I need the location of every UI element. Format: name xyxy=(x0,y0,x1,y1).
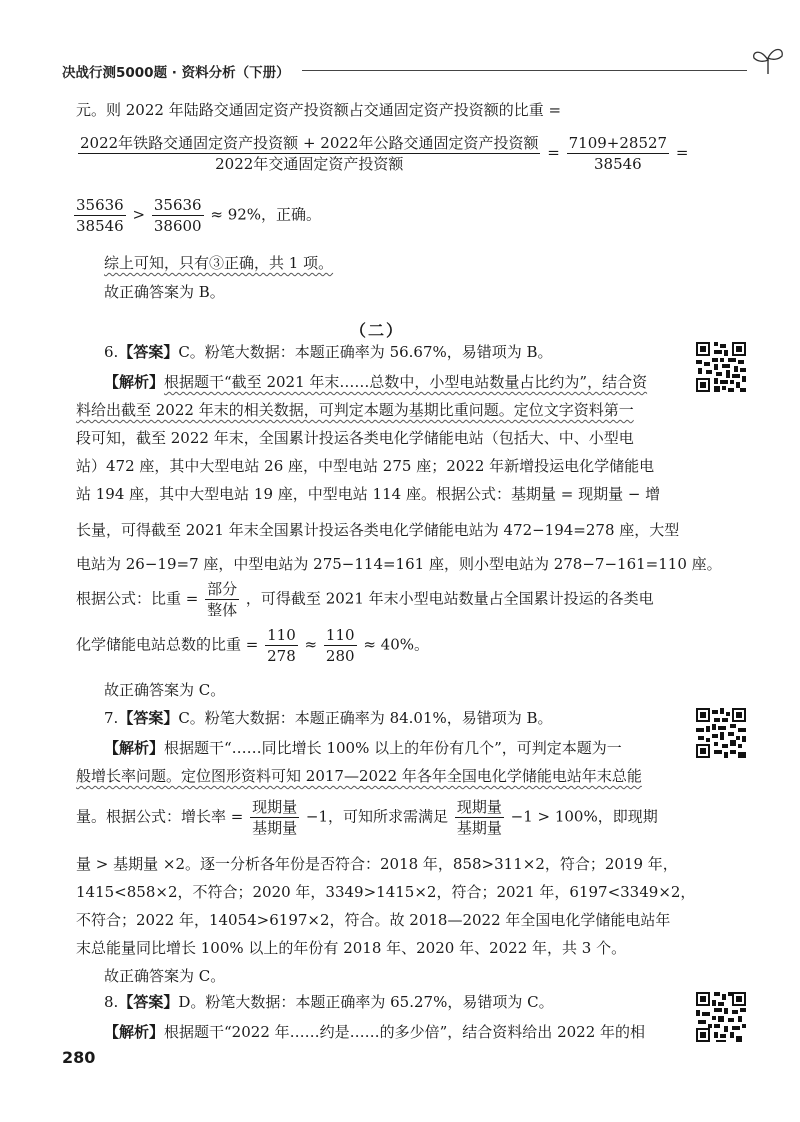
fraction-numerator: 现期量 xyxy=(252,798,298,816)
analysis-line: 般增长率问题。定位图形资料可知 2017—2022 年各年全国电化学储能电站年末总能 xyxy=(76,767,642,785)
sprout-icon xyxy=(748,44,788,76)
analysis-line xyxy=(104,1022,645,1043)
formula-row xyxy=(76,580,654,619)
answer-stats: C。粉笔大数据：本题正确率为 84.01%，易错项为 B。 xyxy=(178,709,553,727)
question-number: 6. xyxy=(104,343,119,361)
answer-tag: 【答案】 xyxy=(118,709,179,727)
formula-row xyxy=(76,798,658,837)
fraction-denominator: 38546 xyxy=(76,217,124,235)
analysis-line: 不符合；2022 年，14054>6197×2，符合。故 2018—2022 年全国电化学储能电站年 xyxy=(76,911,671,929)
fraction xyxy=(265,626,298,665)
equals-sign: = xyxy=(547,143,560,162)
fraction-numerator: 7109+28527 xyxy=(568,134,668,152)
analysis-text: 量。根据公式：增长率 = xyxy=(76,807,244,826)
fraction xyxy=(567,134,669,173)
fraction-numerator: 110 xyxy=(267,626,296,644)
fraction xyxy=(205,580,239,619)
book-title: 决战行测5000题 · 资料分析（下册） xyxy=(62,65,290,81)
analysis-line: 末总能量同比增长 100% 以上的年份有 2018 年、2020 年、2022 年，共 3 个。 xyxy=(76,939,627,957)
fraction xyxy=(324,626,357,665)
analysis-text: −1 > 100%，即现期 xyxy=(510,807,658,826)
answer-stats: C。粉笔大数据：本题正确率为 56.67%，易错项为 B。 xyxy=(178,343,553,361)
answer-line: 故正确答案为 C。 xyxy=(104,681,226,699)
fraction-numerator: 2022年铁路交通固定资产投资额 + 2022年公路交通固定资产投资额 xyxy=(80,134,539,152)
answer-header xyxy=(104,342,553,363)
formula-row xyxy=(76,134,688,173)
analysis-line: 长量，可得截至 2021 年末全国累计投运各类电化学储能电站为 472−194=278 座，大型 xyxy=(76,521,680,539)
question-number: 8. xyxy=(104,993,119,1011)
summary-line: 综上可知，只有③正确，共 1 项。 xyxy=(104,254,334,272)
analysis-line: 电站为 26−19=7 座，中型电站为 275−114=161 座，则小型电站为 278−7−161=110 座。 xyxy=(76,555,722,573)
answer-line: 故正确答案为 B。 xyxy=(104,283,225,301)
analysis-text: 根据题干“……同比增长 100% 以上的年份有几个”，可判定本题为一 xyxy=(164,739,622,757)
fraction xyxy=(78,134,540,173)
fraction-denominator: 基期量 xyxy=(252,819,298,837)
analysis-tag: 【解析】 xyxy=(104,739,165,757)
question-number: 7. xyxy=(104,709,119,727)
fraction-numerator: 35636 xyxy=(76,196,124,214)
fraction xyxy=(455,798,504,837)
fraction-denominator: 基期量 xyxy=(456,819,502,837)
qr-code-icon[interactable] xyxy=(696,342,746,392)
fraction xyxy=(74,196,126,235)
approx-sign: ≈ xyxy=(304,635,318,654)
fraction-denominator: 2022年交通固定资产投资额 xyxy=(215,155,404,173)
fraction-numerator: 110 xyxy=(325,626,355,644)
answer-tag: 【答案】 xyxy=(118,343,179,361)
answer-line: 故正确答案为 C。 xyxy=(104,967,226,985)
section-title: （二） xyxy=(350,321,405,340)
analysis-text: −1，可知所求需满足 xyxy=(305,807,449,826)
running-header xyxy=(62,58,762,82)
analysis-line xyxy=(104,738,622,759)
formula-tail: ≈ 92%，正确。 xyxy=(210,205,322,224)
greater-than-sign: > xyxy=(132,205,146,224)
analysis-line xyxy=(104,372,647,393)
analysis-text: 化学储能电站总数的比重 = xyxy=(76,635,259,654)
fraction-denominator: 整体 xyxy=(207,601,238,619)
fraction-numerator: 现期量 xyxy=(456,798,502,816)
analysis-line: 1415<858×2，不符合；2020 年，3349>1415×2，符合；2021 年，6197<3349×2， xyxy=(76,883,696,901)
answer-header xyxy=(104,992,554,1013)
fraction xyxy=(152,196,204,235)
analysis-line: 量 > 基期量 ×2。逐一分析各年份是否符合：2018 年，858>311×2，符合；2019 年， xyxy=(76,855,678,873)
fraction-numerator: 35636 xyxy=(153,196,202,214)
analysis-line: 段可知，截至 2022 年末，全国累计投运各类电化学储能电站（包括大、中、小型电 xyxy=(76,429,634,447)
formula-row xyxy=(72,196,321,235)
analysis-tag: 【解析】 xyxy=(104,373,165,391)
analysis-text: ≈ 40%。 xyxy=(363,635,430,654)
analysis-text: 根据公式：比重 = xyxy=(76,589,199,608)
analysis-line: 料给出截至 2022 年末的相关数据，可判定本题为基期比重问题。定位文字资料第一 xyxy=(76,401,634,419)
analysis-text: 根据题干“截至 2021 年末……总数中，小型电站数量占比约为”，结合资 xyxy=(164,373,648,391)
answer-header xyxy=(104,708,553,729)
equals-sign: = xyxy=(675,143,689,162)
analysis-text: 根据题干“2022 年……约是……的多少倍”，结合资料给出 2022 年的相 xyxy=(164,1023,646,1041)
fraction-denominator: 278 xyxy=(267,647,296,665)
text-line: 元。则 2022 年陆路交通固定资产投资额占交通固定资产投资额的比重 = xyxy=(76,101,562,119)
answer-tag: 【答案】 xyxy=(118,993,179,1011)
fraction-denominator: 280 xyxy=(325,647,355,665)
fraction-denominator: 38600 xyxy=(153,217,202,235)
analysis-line: 站 194 座，其中大型电站 19 座，中型电站 114 座。根据公式：基期量 = 现期量 − 增 xyxy=(76,485,661,503)
analysis-line: 站）472 座，其中大型电站 26 座，中型电站 275 座；2022 年新增投运电化学储能电 xyxy=(76,457,655,475)
qr-code-icon[interactable] xyxy=(696,708,746,758)
qr-code-icon[interactable] xyxy=(696,992,746,1042)
analysis-tag: 【解析】 xyxy=(104,1023,165,1041)
analysis-text: ，可得截至 2021 年末小型电站数量占全国累计投运的各类电 xyxy=(245,589,654,608)
formula-row xyxy=(76,626,429,665)
answer-stats: D。粉笔大数据：本题正确率为 65.27%，易错项为 C。 xyxy=(178,993,554,1011)
header-rule xyxy=(302,70,747,71)
fraction xyxy=(250,798,299,837)
fraction-numerator: 部分 xyxy=(207,580,238,598)
fraction-denominator: 38546 xyxy=(593,155,642,173)
page-number: 280 xyxy=(62,1048,96,1067)
